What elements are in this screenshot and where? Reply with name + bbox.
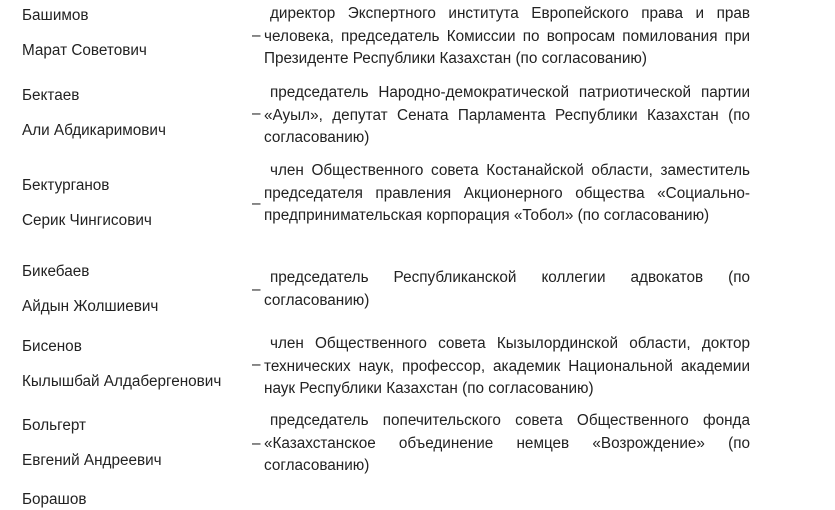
member-given-name: Серик Чингисович bbox=[22, 212, 152, 229]
member-description: председатель попечительского совета Общественного фонда «Казахстанское объединение немцев «Возрождение» (по согласованию) bbox=[264, 412, 750, 475]
member-given-name: Кылышбай Алдабергенович bbox=[22, 373, 222, 390]
separator-dash: – bbox=[252, 27, 261, 44]
member-given-name: Айдын Жолшиевич bbox=[22, 298, 159, 315]
separator-dash: – bbox=[252, 435, 261, 452]
member-surname: Бисенов bbox=[22, 338, 82, 355]
member-description: директор Экспертного института Европейского права и прав человека, председатель Комиссии по вопросам помилования при Президенте Республики Казахстан (по согласованию) bbox=[264, 5, 750, 68]
member-surname: Больгерт bbox=[22, 417, 87, 434]
member-surname: Бикебаев bbox=[22, 263, 90, 280]
member-description: член Общественного совета Костанайской области, заместитель председателя правления Акционерного общества «Социально-предпринимательская корпорация «Тобол» (по согласованию) bbox=[264, 162, 750, 225]
member-given-name: Евгений Андреевич bbox=[22, 452, 162, 469]
member-surname: Бектаев bbox=[22, 87, 80, 104]
member-given-name: Али Абдикаримович bbox=[22, 122, 166, 139]
member-description: председатель Республиканской коллегии адвокатов (по согласованию) bbox=[264, 269, 750, 309]
separator-dash: – bbox=[252, 195, 261, 212]
member-surname: Борашов bbox=[22, 491, 87, 508]
member-surname: Башимов bbox=[22, 7, 89, 24]
member-description: член Общественного совета Кызылординской области, доктор технических наук, профессор, академик Национальной академии наук Республики Казахстан (по согласованию) bbox=[264, 335, 750, 398]
member-surname: Бектурганов bbox=[22, 177, 110, 194]
separator-dash: – bbox=[252, 105, 261, 122]
separator-dash: – bbox=[252, 356, 261, 373]
separator-dash: – bbox=[252, 281, 261, 298]
member-description: председатель Народно-демократической патриотической партии «Ауыл», депутат Сената Парламента Республики Казахстан (по согласованию) bbox=[264, 84, 750, 147]
member-given-name: Марат Советович bbox=[22, 42, 147, 59]
